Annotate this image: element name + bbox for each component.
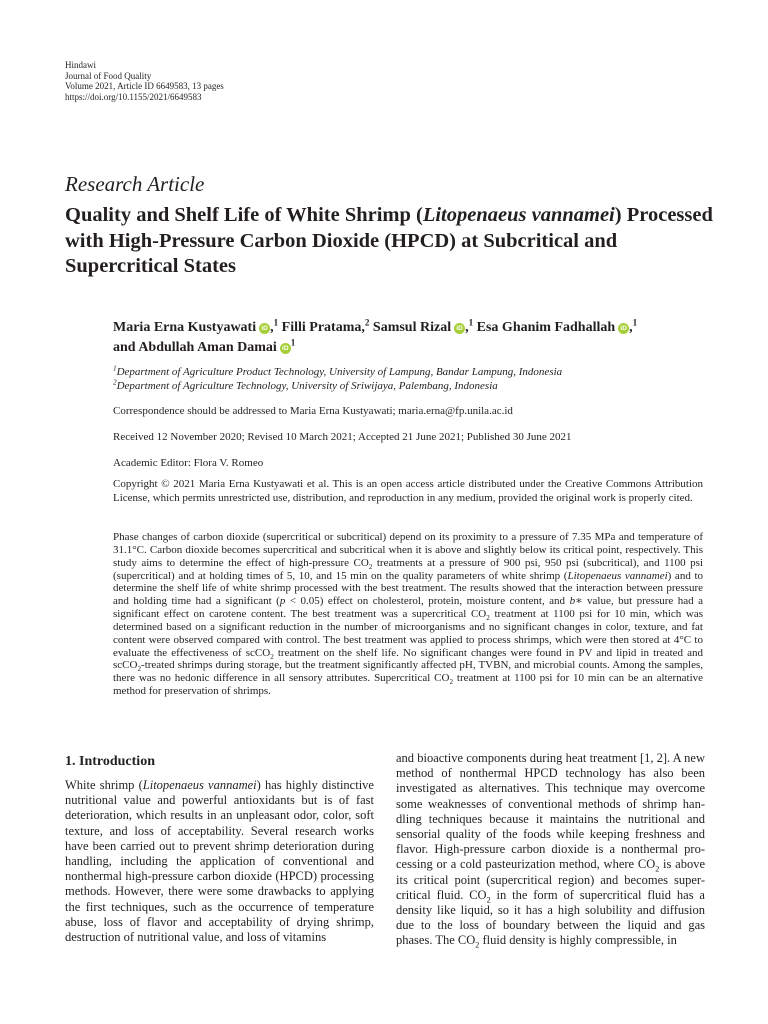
text-run: value, but pressure had a significant effect on carotene content. The best treatment was a supercritical CO <box>113 595 704 621</box>
text-run: treatment at 1100 psi for 10 min can be an alternative method for preservation of shrimps. <box>113 672 704 698</box>
publication-dates: Received 12 November 2020; Revised 10 March 2021; Accepted 21 June 2021; Published 30 June 2021 <box>113 431 572 443</box>
text-run: Phase changes of carbon dioxide (supercritical or subcritical) depend on its proximity to a pressure of 7.35 MPa and temperature of 31.1°C. Carbon dioxide becomes supercritical and subcritical when it is above and slightly below its critical point, respectively. This study aims to determine the effect of high-pressure CO <box>113 531 703 569</box>
affiliations <box>113 366 562 393</box>
article-type: Research Article <box>65 172 205 196</box>
affiliation-number: 2 <box>113 377 117 386</box>
affiliation-item <box>113 377 562 394</box>
copyright-notice: Copyright © 2021 Maria Erna Kustyawati et al. This is an open access article distributed under the Creative Commons Attribution License, which permits unrestricted use, distribution, and reproduction in any medium, provided the original work is properly cited. <box>113 478 703 504</box>
journal-name: Journal of Food Quality <box>65 70 152 81</box>
text-run: treatment at 1100 psi for 10 min, which was determined based on a significant reduction in the number of microorganisms and no significant changes in color, texture, and fat content were observed compared with control. The best treatment was applied to process shrimps, which were then stored at 4°C to evaluate the effectiveness of scCO <box>113 608 703 659</box>
text-run: is above its critical point (supercritical region) and becomes super-critical fluid. CO <box>396 857 705 902</box>
text-run: and bioactive components during heat treatment [1, 2]. A new method of nonthermal HPCD technology has also been investigated as alternatives. This technique may overcome some weaknesses of conventional methods of shrimp han-dling techniques because it maintains the nutritional and sensorial quality of the foods while keeping freshness and flavor. High-pressure carbon dioxide is a nonthermal pro-cessing or a cold pasteurization method, where CO <box>396 751 705 872</box>
article-title <box>65 203 715 280</box>
author-name: Esa Ghanim Fadhallah <box>476 320 616 335</box>
author-list: Maria Erna Kustyawati iD ,$^1$ Filli Pratama,$^2$ Samsul Rizal iD ,$^1$ Esa Ghanim Fadhallah iD ,$^1$ and Abdullah Aman Damai $iD^1$ <box>113 317 638 355</box>
text-run: Litopenaeus vannamei <box>142 778 257 792</box>
journal-header <box>65 60 224 102</box>
text-run: White shrimp ( <box>65 778 143 792</box>
author-name: Abdullah Aman Damai <box>138 340 277 355</box>
text-run: 2 <box>475 940 480 950</box>
section-heading-introduction: 1. Introduction <box>65 754 155 769</box>
affiliation-text: Department of Agriculture Technology, University of Sriwijaya, Palembang, Indonesia <box>116 379 498 392</box>
author-affiliation: 1 <box>468 317 474 328</box>
text-run: in the form of supercritical fluid has a density like liquid, so it has a high solubility and diffusion due to the loss of boundary between the liquid and gas phases. The CO <box>396 887 705 948</box>
author-affiliation: 1 <box>273 317 279 328</box>
volume-info: Volume 2021, Article ID 6649583, 13 pages <box>65 81 224 91</box>
affiliation-item <box>113 366 562 380</box>
orcid-icon[interactable]: iD <box>259 323 270 334</box>
text-run: fluid density is highly compressible, in <box>479 933 677 948</box>
author-affiliation: 2 <box>364 317 370 328</box>
title-part-2: ) Processed with High-Pressure Carbon Dioxide (HPCD) at Subcritical and Supercritical States <box>65 204 713 277</box>
text-run: 2 <box>449 678 454 687</box>
text-run: 2 <box>486 895 491 905</box>
title-part-1: Quality and Shelf Life of White Shrimp ( <box>65 204 423 226</box>
affiliation-number: 1 <box>113 364 117 373</box>
text-run: 2 <box>655 864 660 874</box>
text-run: 2 <box>270 652 274 661</box>
right-column-text <box>396 751 705 949</box>
author-affiliation: 1 <box>632 317 638 328</box>
abstract <box>113 531 703 698</box>
text-run: ) has highly distinctive nutritional value and powerful antioxidants but is of fast deterioration, which results in an unpleasant odor, color, soft texture, and loss of acceptability. Several research works have been carried out to prevent shrimp deterioration during handling, including the application of conventional and nonthermal high-pressure carbon dioxide (HPCD) processing methods. However, there were some drawbacks to applying the first techniques, such as the occurrence of temperature abuse, loss of flavor and acceptability of drying shrimp, destruction of nutritional value, and loss of vitamins <box>65 778 374 945</box>
text-run: b∗ <box>569 595 583 608</box>
text-run: treatment on the shelf life. No significant changes were found in PV and lipid in treated and scCO <box>113 646 703 672</box>
text-run: 2 <box>137 665 142 674</box>
affiliation-text: Department of Agriculture Product Technology, University of Lampung, Bandar Lampung, Indonesia <box>116 366 563 378</box>
author-name: Maria Erna Kustyawati <box>113 320 257 335</box>
text-run: -treated shrimps during storage, but the treatment significantly affected pH, TVBN, and microbial counts. Among the samples, there was no hedonic difference in all sensory attributes. Supercritical CO <box>113 659 703 685</box>
orcid-icon[interactable]: iD <box>280 343 291 354</box>
author-name: Samsul Rizal <box>372 320 452 335</box>
text-run: < 0.05) effect on cholesterol, protein, moisture content, and <box>285 595 570 608</box>
text-run: ) and to determine the shelf life of white shrimp processed with the best treatment. The results showed that the interaction between pressure and holding time had a significant ( <box>113 569 703 608</box>
author-name: Filli Pratama <box>281 320 362 335</box>
text-run: Litopenaeus vannamei <box>567 569 668 582</box>
text-run: treatments at a pressure of 900 psi, 950 psi (subcritical), and 1100 psi (supercritical) and at holding times of 5, 10, and 15 min on the quality parameters of white shrimp ( <box>113 556 704 582</box>
text-run: 2 <box>486 614 490 623</box>
orcid-icon[interactable]: iD <box>454 323 465 334</box>
publisher-name: Hindawi <box>65 60 96 70</box>
orcid-icon[interactable]: iD <box>618 323 629 334</box>
author-affiliation: 1 <box>290 337 296 348</box>
title-species: Litopenaeus vannamei <box>422 204 615 226</box>
doi-link[interactable]: https://doi.org/10.1155/2021/6649583 <box>65 91 202 102</box>
left-column-text <box>65 778 374 945</box>
academic-editor: Academic Editor: Flora V. Romeo <box>113 457 264 469</box>
correspondence: Correspondence should be addressed to Maria Erna Kustyawati; maria.erna@fp.unila.ac.id <box>113 405 513 417</box>
text-run: p <box>279 595 286 608</box>
text-run: 2 <box>368 562 373 571</box>
